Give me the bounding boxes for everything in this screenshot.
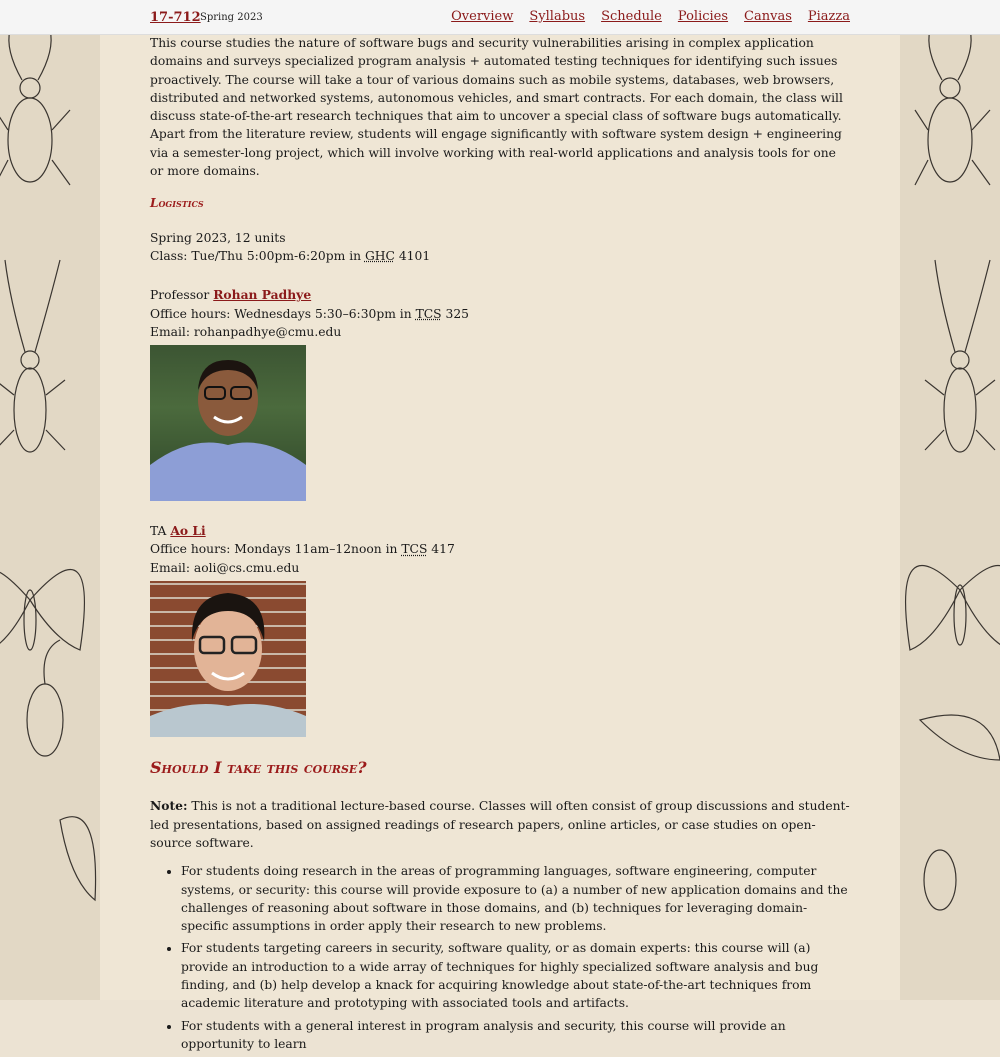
right-decorative-border [900,0,1000,1000]
note-label: Note: [150,798,188,814]
term-units: Spring 2023, 12 units [150,230,286,245]
main-nav [451,9,850,24]
ta-portrait [150,581,306,737]
top-navigation-bar [0,0,1000,35]
note-text: This is not a traditional lecture-based course. Classes will often consist of group discussions and student-led presentations, based on assigned readings of research papers, online articles, or case studies on open-source software. [150,799,850,850]
ta-room: 417 [427,542,455,557]
professor-name-link[interactable]: Rohan Padhye [213,287,312,303]
ta-photo [150,581,306,737]
class-schedule [150,247,850,265]
ta-office-hours [150,540,850,558]
nav-policies[interactable]: Policies [677,9,729,24]
spacer [150,265,850,286]
nav-piazza[interactable]: Piazza [807,9,850,24]
should-take-heading: Should I take this course? [150,758,367,778]
audience-list [150,862,850,1053]
list-item: • For students targeting careers in security, software quality, or as domain experts: this course will (a) provide an introduction to a wide array of techniques for highly specialized software analysis and bug finding, and (b) help develop a knack for acquiring knowledge about state-of-the-art techniques from academic literature and prototyping with associated tools and artifacts. [181,939,850,1012]
professor-photo [150,345,306,501]
nav-overview[interactable]: Overview [451,9,514,24]
professor-hours-text: Office hours: Wednesdays 5:30–6:30pm in [150,306,416,321]
ta-name-link[interactable]: Ao Li [170,523,206,539]
course-code-link[interactable]: 17-712 [150,10,201,25]
ta-building: TCS [401,542,428,557]
professor-name-line [150,286,850,304]
ta-name-line [150,522,850,540]
professor-office-hours [150,305,850,323]
nav-canvas[interactable]: Canvas [744,9,792,24]
logistics-heading: Logistics [150,196,204,211]
class-room: 4101 [394,248,431,263]
class-building: GHC [364,248,395,263]
list-item: • For students with a general interest in program analysis and security, this course will provide an opportunity to learn [181,1017,850,1054]
spacer [150,501,850,522]
nav-syllabus[interactable]: Syllabus [529,9,586,24]
nav-schedule[interactable]: Schedule [601,9,662,24]
course-description: This course studies the nature of software bugs and security vulnerabilities arising in complex application domains and surveys specialized program analysis + automated testing techniques for identifying such issues proactively. The course will take a tour of various domains such as mobile systems, databases, web browsers, distributed and networked systems, autonomous vehicles, and smart contracts. For each domain, the class will discuss state-of-the-art research techniques that aim to uncover a special class of software bugs automatically. Apart from the literature review, students will engage significantly with software system design + engineering via a semester-long project, which will involve working with real-world applications and analysis tools for one or more domains. [150,36,843,179]
left-decorative-border [0,0,100,1000]
ta-hours-text: Office hours: Mondays 11am–12noon in [150,542,402,557]
ta-role: TA [150,524,171,539]
insect-illustrations-right [900,0,1000,1000]
professor-block [150,286,850,501]
insect-illustrations-left [0,0,100,1000]
professor-email: Email: rohanpadhye@cmu.edu [150,324,342,339]
main-content [150,34,850,1057]
professor-role: Professor [150,288,214,303]
professor-room: 325 [441,306,469,321]
class-schedule-text: Class: Tue/Thu 5:00pm-6:20pm in [150,248,365,263]
ta-block [150,522,850,737]
professor-portrait [150,345,306,501]
list-item: • For students doing research in the areas of programming languages, software engineering, computer systems, or security: this course will provide exposure to (a) a number of new application domains and the challenges of reasoning about software in those domains, and (b) techniques for leveraging domain-specific assumptions in order apply their research to new problems. [181,862,850,935]
note-paragraph [150,797,850,852]
professor-building: TCS [415,306,442,321]
course-term: Spring 2023 [200,12,263,23]
ta-email: Email: aoli@cs.cmu.edu [150,560,300,575]
